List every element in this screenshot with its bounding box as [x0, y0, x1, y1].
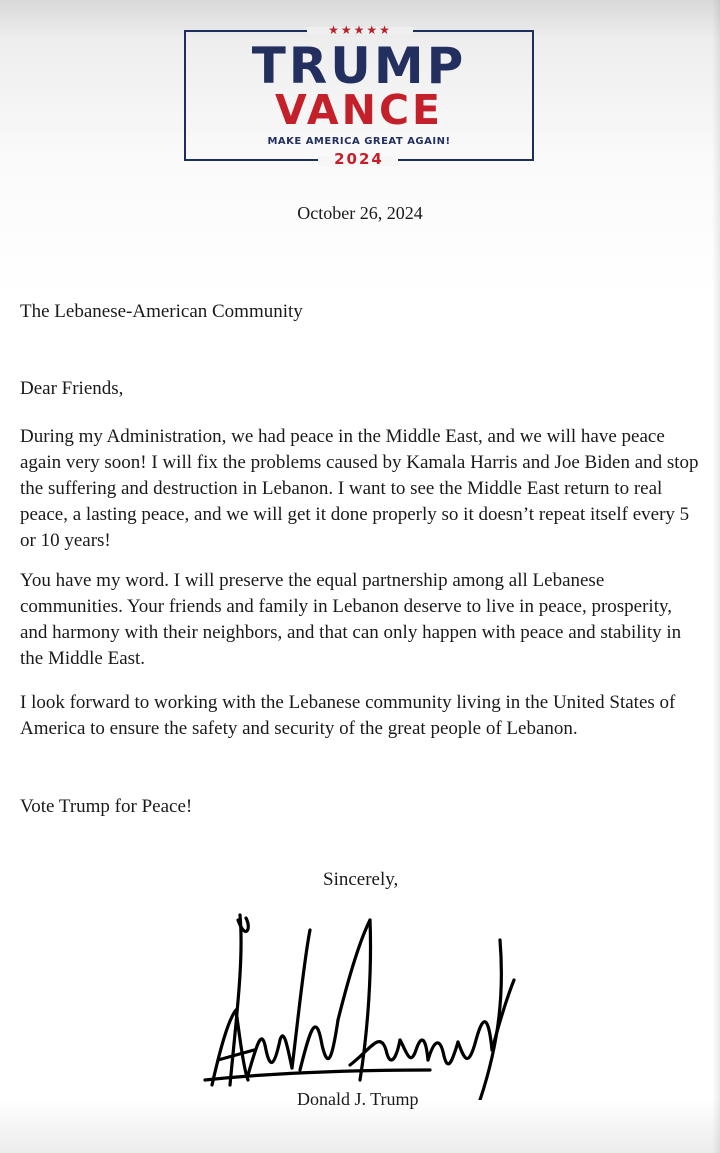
- logo-tagline: MAKE AMERICA GREAT AGAIN!: [267, 136, 451, 147]
- letter-paragraph: You have my word. I will preserve the equal partnership among all Lebanese communities. Your friends and family in Lebanon deserve to live in peace, prosperity, and harmony with their neighbors, and that can only happen with peace and stability in the Middle East.: [20, 570, 682, 669]
- letter-salutation: Dear Friends,: [20, 378, 124, 399]
- logo-year: 2024: [334, 150, 384, 168]
- page-edge-shadow: [712, 0, 720, 1153]
- handwritten-signature: [200, 900, 530, 1100]
- letter-date: October 26, 2024: [297, 203, 423, 223]
- logo-stars-icon: ★★★★★: [328, 23, 392, 37]
- letter-closing: Sincerely,: [323, 869, 399, 890]
- letter-paragraph: Vote Trump for Peace!: [20, 796, 193, 817]
- letter-recipient: The Lebanese-American Community: [20, 301, 303, 322]
- letter-paragraph: I look forward to working with the Lebanese community living in the United States of America to ensure the safety and security of the great people of Lebanon.: [20, 692, 676, 739]
- signer-name: Donald J. Trump: [297, 1089, 419, 1109]
- logo-vance-wordmark: VANCE: [274, 86, 444, 134]
- letter-paragraph: During my Administration, we had peace in the Middle East, and we will have peace again very soon! I will fix the problems caused by Kamala Harris and Joe Biden and stop the suffering and destruction in Lebanon. I want to see the Middle East return to real peace, a lasting peace, and we will get it done properly so it doesn’t repeat itself every 5 or 10 years!: [20, 426, 699, 551]
- logo-trump-wordmark: TRUMP: [251, 37, 467, 95]
